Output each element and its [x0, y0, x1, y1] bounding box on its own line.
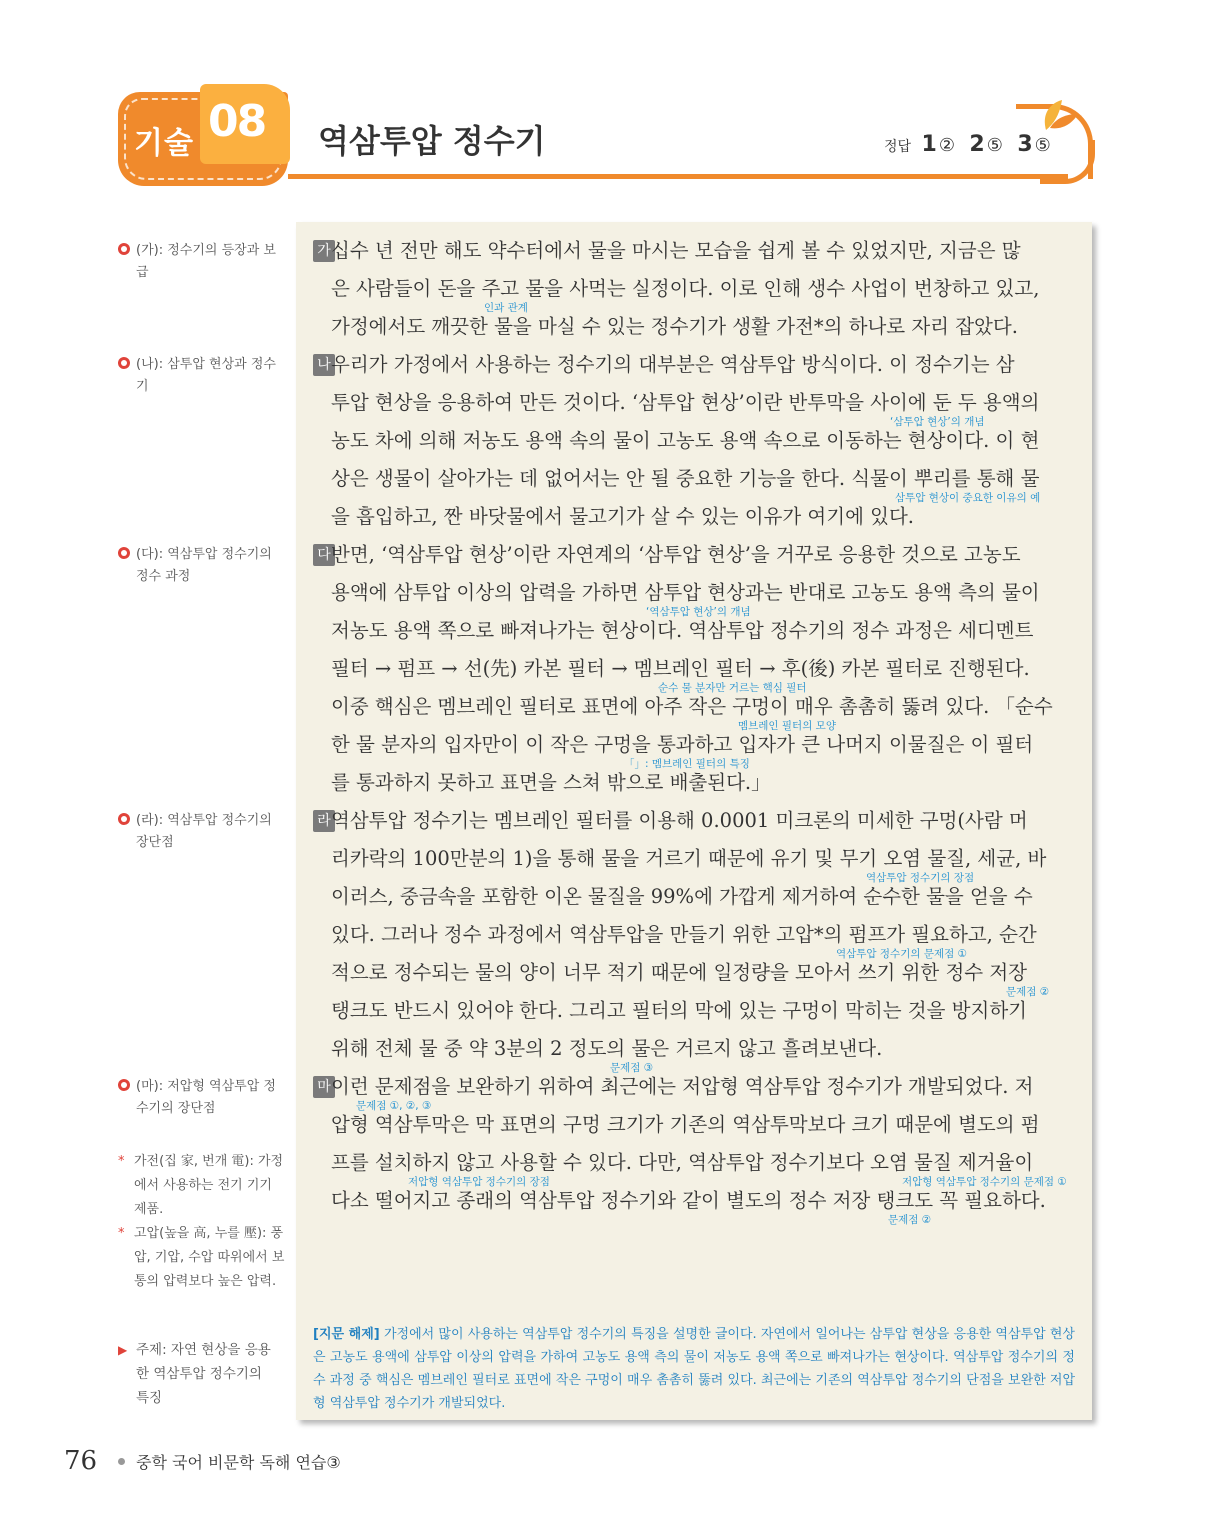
annotation-cause-effect: 인과 관계	[484, 302, 528, 314]
annotation-problems-123: 문제점 ①, ②, ③	[356, 1100, 432, 1112]
answer-choice-2: ⑤	[986, 135, 1003, 156]
text-line: 압형 역삼투막은 막 표면의 구멍 크기가 기존의 역삼투막보다 크기 때문에 별도의 펌	[331, 1113, 1040, 1136]
text-line: 프를 설치하지 않고 사용할 수 있다. 다만, 역삼투압 정수기보다 오염 물질 제거율이	[331, 1151, 1034, 1174]
text-line: 투압 현상을 응용하여 만든 것이다. ‘삼투압 현상’이란 반투막을 사이에 둔 두 용액의	[331, 391, 1040, 414]
answer-choice-3: ⑤	[1034, 135, 1051, 156]
text-line: 용액에 삼투압 이상의 압력을 가하면 삼투압 현상과는 반대로 고농도 용액 측의 물이	[331, 581, 1040, 604]
answer-question-1: 1	[921, 132, 937, 157]
annotation-ro-merit: 역삼투압 정수기의 장점	[866, 872, 975, 884]
paragraph-ma	[317, 1068, 1075, 1220]
answer-label: 정답	[884, 139, 912, 155]
text-line: 가정에서도 깨끗한 물을 마실 수 있는 정수기가 생활 가전*의 하나로 자리 잡았다.	[331, 315, 1018, 338]
annotation-problem-3: 문제점 ③	[610, 1062, 654, 1074]
paragraph-marker-da: 다	[313, 544, 335, 566]
category-label: 기술	[134, 126, 194, 161]
answer-question-3: 3	[1017, 132, 1033, 157]
annotation-lp-problem-1: 저압형 역삼투압 정수기의 문제점 ①	[902, 1176, 1067, 1188]
paragraph-marker-na: 나	[313, 354, 335, 376]
answer-key	[884, 132, 1055, 157]
side-note-na: (나): 삼투압 현상과 정수기	[118, 354, 278, 398]
summary-label: [지문 해제]	[313, 1327, 380, 1342]
text-line: 이러스, 중금속을 포함한 이온 물질을 99%에 가깝게 제거하여 순수한 물을 얻을 수	[331, 885, 1033, 908]
leaf-icon	[1036, 96, 1080, 132]
side-note-da: (다): 역삼투압 정수기의 정수 과정	[118, 544, 278, 588]
annotation-core-filter: 순수 물 분자만 거르는 핵심 필터	[658, 682, 807, 694]
annotation-membrane-feature: 「」: 멤브레인 필터의 특징	[624, 758, 750, 770]
side-note-ga: (가): 정수기의 등장과 보급	[118, 240, 278, 284]
annotation-ro-problem-1: 역삼투압 정수기의 문제점 ①	[836, 948, 967, 960]
paragraph-na	[317, 346, 1075, 536]
paragraph-marker-ra: 라	[313, 810, 335, 832]
glossary-gajeon: * 가전(집 家, 번개 電): 가정에서 사용하는 전기 기기 제품.	[118, 1154, 284, 1217]
text-line: 우리가 가정에서 사용하는 정수기의 대부분은 역삼투압 방식이다. 이 정수기는 삼	[331, 353, 1015, 376]
text-line: 상은 생물이 살아가는 데 없어서는 안 될 중요한 기능을 한다. 식물이 뿌리를 통해 물	[331, 467, 1040, 490]
page-title: 역삼투압 정수기	[318, 122, 546, 160]
text-line: 이런 문제점을 보완하기 위하여 최근에는 저압형 역삼투압 정수기가 개발되었다. 저	[331, 1075, 1034, 1098]
text-line: 다소 떨어지고 종래의 역삼투압 정수기와 같이 별도의 정수 저장 탱크도 꼭 필요하다.	[331, 1189, 1046, 1212]
text-line: 역삼투압 정수기는 멤브레인 필터를 이용해 0.0001 미크론의 미세한 구멍(사람 머	[331, 809, 1028, 832]
text-line: 농도 차에 의해 저농도 용액 속의 물이 고농도 용액 속으로 이동하는 현상이다. 이 현	[331, 429, 1040, 452]
text-line: 위해 전체 물 중 약 3분의 2 정도의 물은 거르지 않고 흘려보낸다.	[331, 1037, 883, 1060]
annotation-reverse-concept: ‘역삼투압 현상’의 개념	[646, 606, 751, 618]
text-line: 을 흡입하고, 짠 바닷물에서 물고기가 살 수 있는 이유가 여기에 있다.	[331, 505, 914, 528]
annotation-osmosis-concept: ‘삼투압 현상’의 개념	[890, 416, 985, 428]
text-line: 리카락의 100만분의 1)을 통해 물을 거르기 때문에 유기 및 무기 오염 물질, 세균, 바	[331, 847, 1047, 870]
summary-text: 가정에서 많이 사용하는 역삼투압 정수기의 특징을 설명한 글이다. 자연에서 일어나는 삼투압 현상을 응용한 역삼투압 현상은 고농도 용액에 삼투압 이상의 압력을 가하여 고농도 용액 측의 물이 저농도 용액 쪽으로 빠져나가는 현상이다. 역삼투압 정수기의 정수 과정 중 핵심은 멤브레인 필터로 표면에 작은 구멍이 매우 촘촘히 뚫려 있다. 최근에는 기존의 역삼투압 정수기의 단점을 보완한 저압형 역삼투압 정수기가 개발되었다.	[313, 1327, 1075, 1411]
text-line: 있다. 그러나 정수 과정에서 역삼투압을 만들기 위한 고압*의 펌프가 필요하고, 순간	[331, 923, 1037, 946]
paragraph-marker-ga: 가	[313, 240, 335, 262]
lesson-number: 08	[208, 96, 266, 147]
side-note-ra: (라): 역삼투압 정수기의 장단점	[118, 810, 278, 854]
answer-choice-1: ②	[938, 135, 955, 156]
text-line: 십수 년 전만 해도 약수터에서 물을 마시는 모습을 쉽게 볼 수 있었지만, 지금은 많	[331, 239, 1021, 262]
annotation-lp-merit: 저압형 역삼투압 정수기의 장점	[408, 1176, 550, 1188]
text-line: 은 사람들이 돈을 주고 물을 사먹는 실정이다. 이로 인해 생수 사업이 번창하고 있고,	[331, 277, 1040, 300]
page-number: 76	[64, 1446, 98, 1476]
answer-question-2: 2	[969, 132, 985, 157]
header-rule	[288, 174, 1068, 179]
annotation-problem-2: 문제점 ②	[1006, 986, 1050, 998]
theme-note: ▶ 주제: 자연 현상을 응용한 역삼투압 정수기의 특징	[118, 1342, 271, 1406]
paragraph-ga	[317, 232, 1075, 346]
book-title: 중학 국어 비문학 독해 연습③	[136, 1453, 341, 1472]
text-line: 를 통과하지 못하고 표면을 스쳐 밖으로 배출된다.」	[331, 771, 771, 794]
footer-dot	[118, 1458, 125, 1465]
glossary-goap: * 고압(높을 高, 누를 壓): 풍압, 기압, 수압 따위에서 보통의 압력보다 높은 압력.	[118, 1226, 285, 1289]
text-line: 탱크도 반드시 있어야 한다. 그리고 필터의 막에 있는 구멍이 막히는 것을 방지하기	[331, 999, 1028, 1022]
passage-summary	[313, 1323, 1075, 1415]
side-note-ma: (마): 저압형 역삼투압 정수기의 장단점	[118, 1076, 278, 1120]
text-line: 필터 → 펌프 → 선(先) 카본 필터 → 멤브레인 필터 → 후(後) 카본 필터로 진행된다.	[331, 657, 1030, 680]
text-line: 적으로 정수되는 물의 양이 너무 적기 때문에 일정량을 모아서 쓰기 위한 정수 저장	[331, 961, 1028, 984]
text-line: 이중 핵심은 멤브레인 필터로 표면에 아주 작은 구멍이 매우 촘촘히 뚫려 있다. 「순수	[331, 695, 1053, 718]
text-line: 한 물 분자의 입자만이 이 작은 구멍을 통과하고 입자가 큰 나머지 이물질은 이 필터	[331, 733, 1034, 756]
annotation-lp-problem-2: 문제점 ②	[888, 1214, 932, 1226]
text-line: 반면, ‘역삼투압 현상’이란 자연계의 ‘삼투압 현상’을 거꾸로 응용한 것으로 고농도	[331, 543, 1021, 566]
paragraph-ra	[317, 802, 1075, 1068]
annotation-membrane-shape: 멤브레인 필터의 모양	[738, 720, 836, 732]
annotation-osmosis-example: 삼투압 현상이 중요한 이유의 예	[895, 492, 1041, 504]
paragraph-marker-ma: 마	[313, 1076, 335, 1098]
text-line: 저농도 용액 쪽으로 빠져나가는 현상이다. 역삼투압 정수기의 정수 과정은 세디멘트	[331, 619, 1034, 642]
